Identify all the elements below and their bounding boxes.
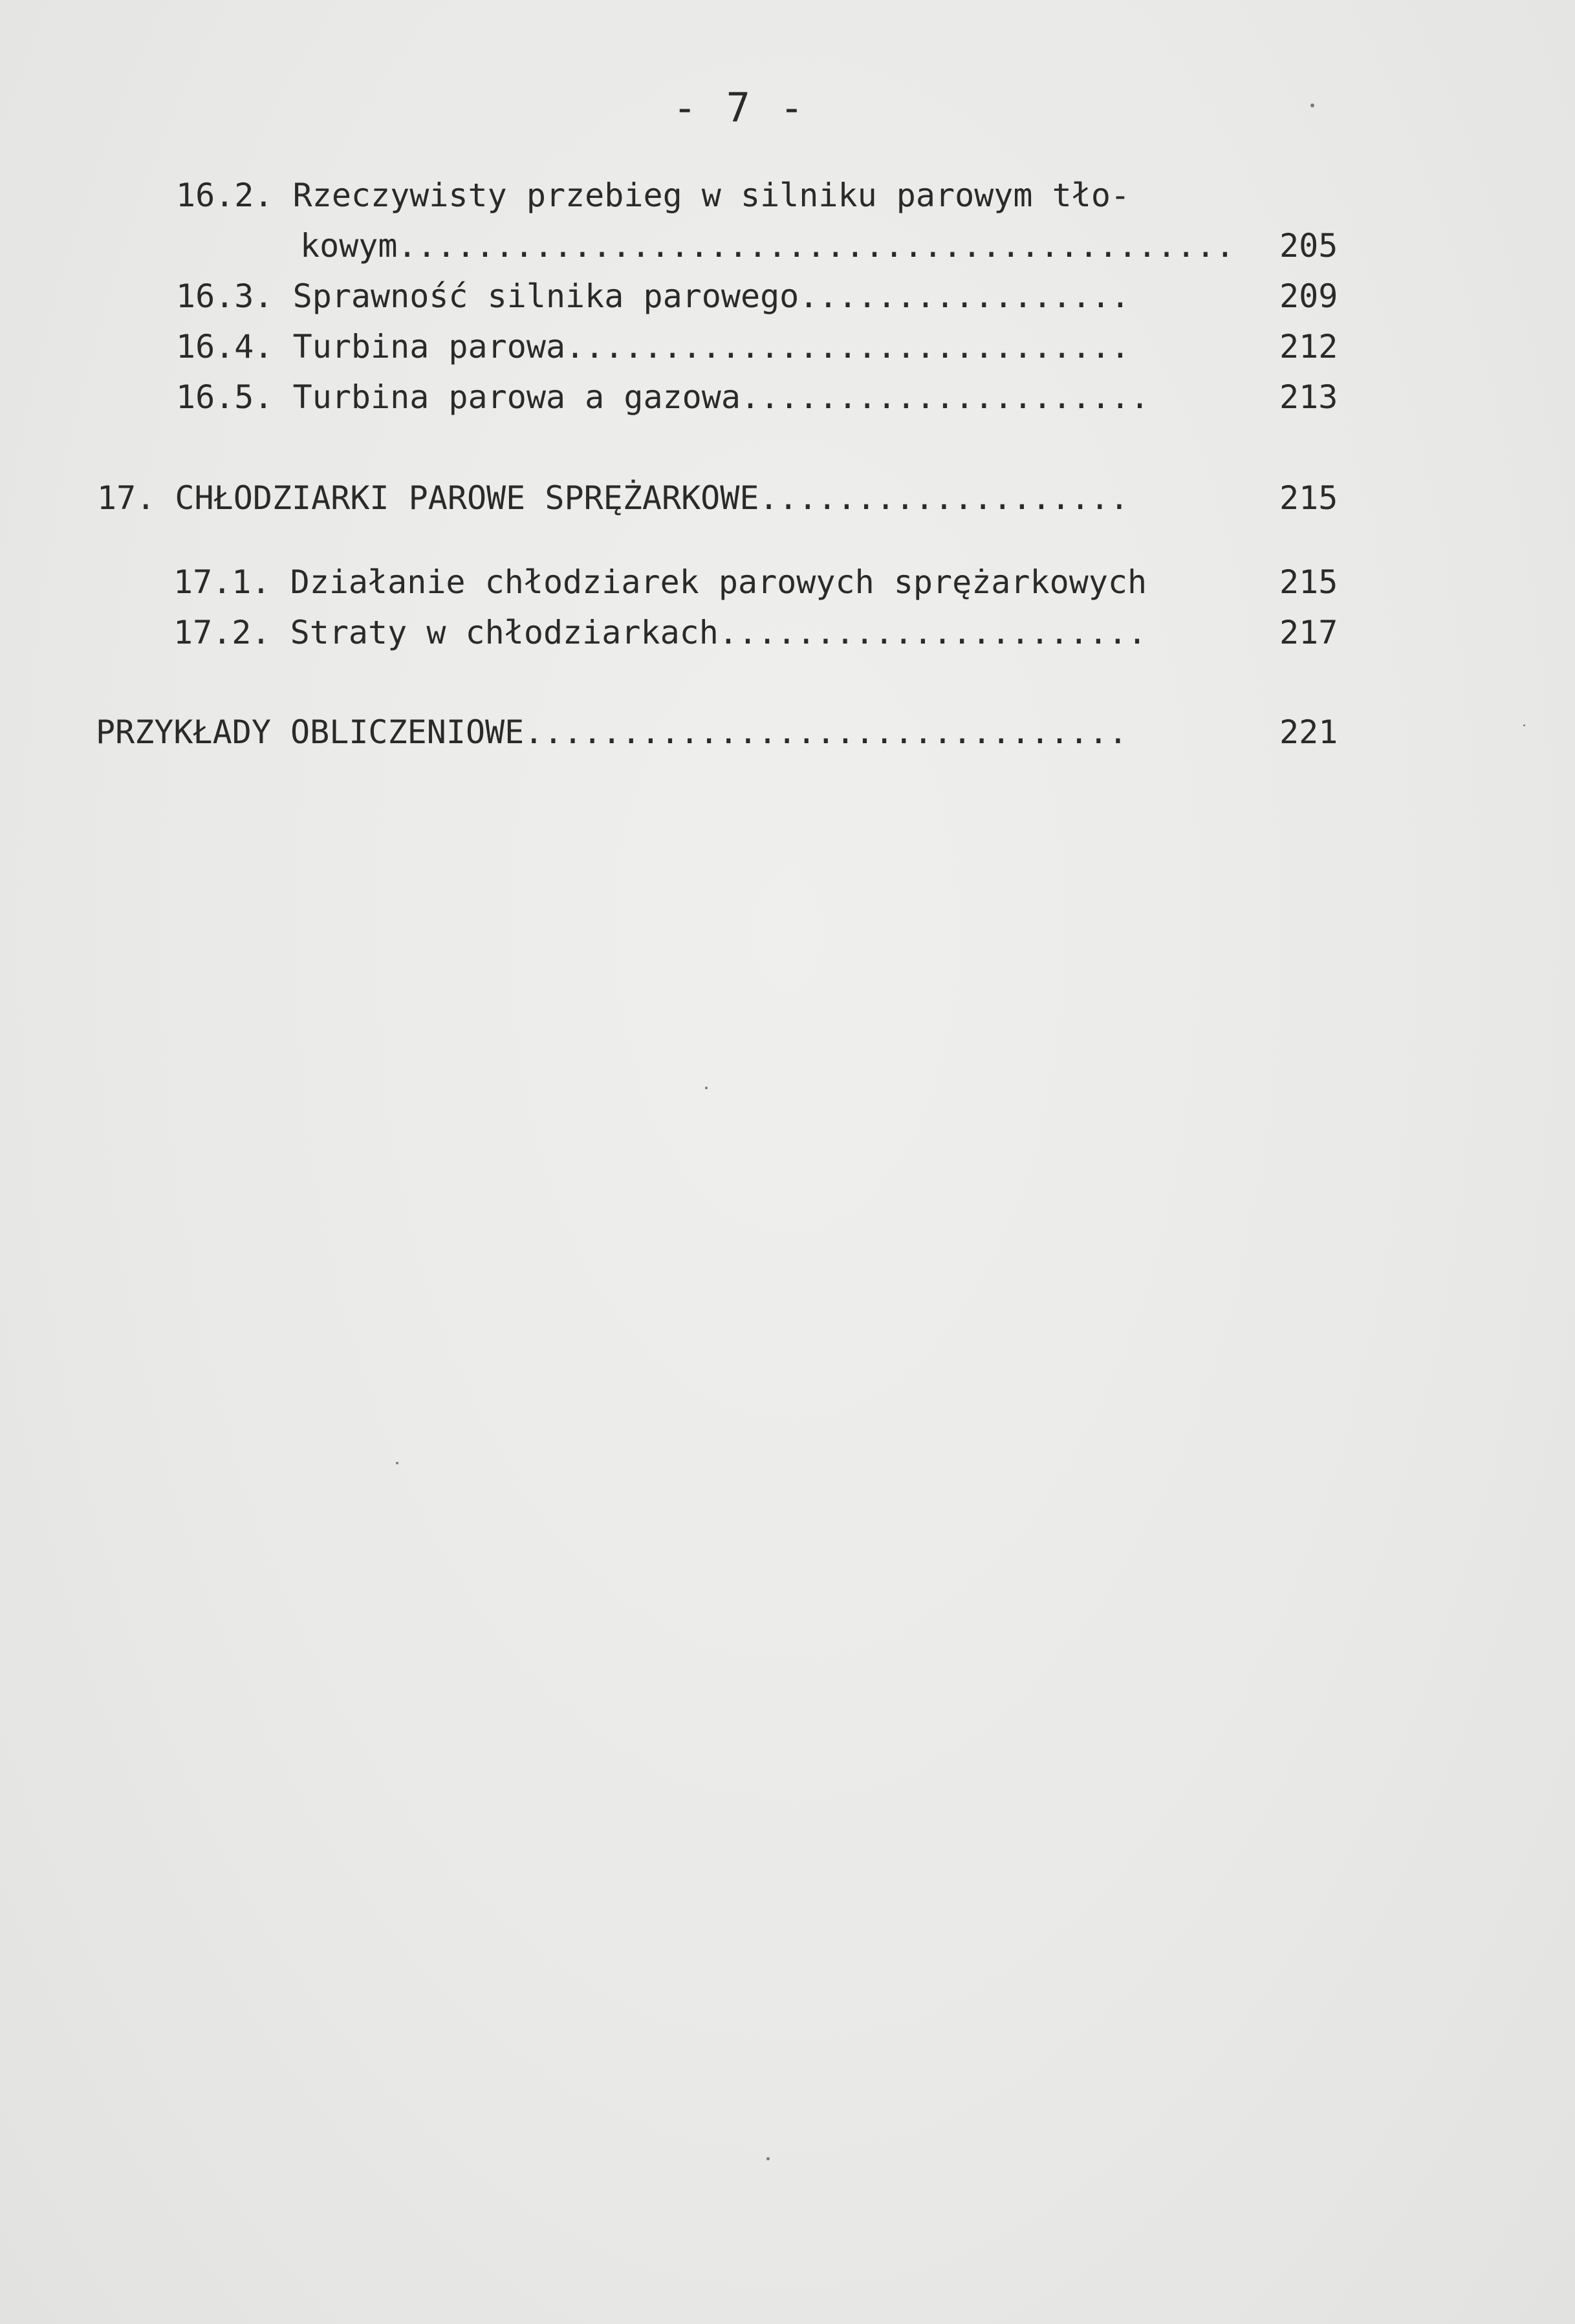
page-number: - 7 - xyxy=(673,84,807,131)
toc-page-number: 209 xyxy=(1279,277,1338,315)
toc-entry-text: 17.2. Straty w chłodziarkach...................... xyxy=(173,614,1147,651)
toc-page-number: 215 xyxy=(1279,479,1338,517)
scan-speck xyxy=(1523,724,1525,726)
toc-entry-text: 16.3. Sprawność silnika parowego................. xyxy=(176,277,1131,315)
toc-page-number: 221 xyxy=(1279,713,1338,751)
toc-entry-text: PRZYKŁADY OBLICZENIOWE............................... xyxy=(96,713,1128,751)
toc-entry-text: 16.5. Turbina parowa a gazowa..................... xyxy=(176,378,1150,416)
toc-entry-text: 17.1. Działanie chłodziarek parowych sprężarkowych xyxy=(173,563,1147,601)
toc-entry-text: 17. CHŁODZIARKI PAROWE SPRĘŻARKOWE................... xyxy=(97,479,1129,517)
scan-speck xyxy=(396,1462,398,1464)
toc-page-number: 205 xyxy=(1279,227,1338,265)
scan-speck xyxy=(766,2157,770,2160)
scan-speck xyxy=(1310,103,1314,107)
scan-speck xyxy=(705,1087,708,1089)
toc-page-number: 215 xyxy=(1279,563,1338,601)
toc-entry-text: 16.4. Turbina parowa............................. xyxy=(176,328,1131,365)
toc-entry-text: kowym........................................... xyxy=(300,227,1235,265)
toc-entry-text: 16.2. Rzeczywisty przebieg w silniku parowym tło- xyxy=(176,177,1131,214)
toc-page-number: 213 xyxy=(1279,378,1338,416)
toc-page-number: 212 xyxy=(1279,328,1338,365)
toc-page-number: 217 xyxy=(1279,614,1338,651)
